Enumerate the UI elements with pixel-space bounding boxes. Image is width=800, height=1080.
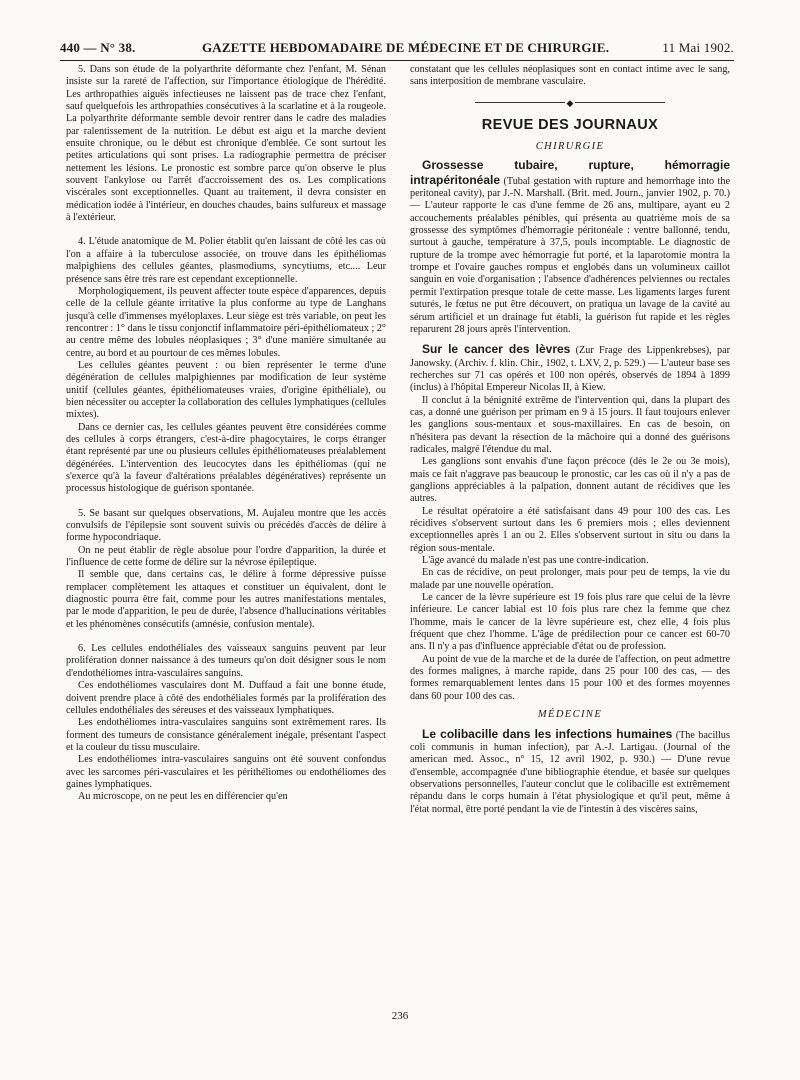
paragraph-endotheliomes-2: Ces endothéliomes vasculaires dont M. Duffaud a fait une bonne étude, doivent prendre place à côté des endothéliales formés par la prolifération des cellules endothéliales des séreuses et des vaisseaux lymphatiques. [66,680,386,716]
paragraph-polier-1: 4. L'étude anatomique de M. Polier établit qu'en laissant de côté les cas où l'on a affaire à la tuberculose associée, on trouve dans les épithéliomas malpighiens des cellules géantes, plasmodiums, syncytiums, etc.... Leur présence sans être très rare est cependant exceptionnelle. [66,236,386,285]
right-column [410,64,730,816]
paragraph-continuation: constatant que les cellules néoplasiques sont en contact intime avec le sang, sans interposition de membrane vasculaire. [410,64,730,88]
journal-title: GAZETTE HEBDOMADAIRE DE MÉDECINE ET DE CHIRURGIE. [202,40,610,55]
article-body-colibacille: (The bacillus coli communis in human infection), par A.-J. Lartigau. (Journal of the american med. Assoc., n° 15, 12 avril 1902, p. 930.) — D'une revue d'ensemble, accompagnée d'une bibliographie étendue, et basée sur quelques observations personnelles, l'auteur conclut que le colibacille est extrêmement répandu dans le corps humain à l'état physiologique et qu'il peut, même à l'état normal, être porté pendant la vie de l'intestin à des viscères sains, [410,729,730,815]
paragraph-endotheliomes-1: 6. Les cellules endothéliales des vaisseaux sanguins peuvent par leur prolifération donner naissance à des tumeurs qu'on doit désigner sous le nom d'endothéliomes intra-vasculaires sanguins. [66,643,386,679]
article-cancer-levres [410,343,730,394]
paragraph-aujaleu-2: On ne peut établir de règle absolue pour l'ordre d'apparition, la durée et l'influence de cette forme de délire sur la névrose épileptique. [66,544,386,569]
subsection-medecine: MÉDECINE [537,709,603,721]
article-body-grossesse: (Tubal gestation with rupture and hemorrhage into the peritoneal cavity), par J.-N. Marshall. (Brit. med. Journ., janvier 1902, p. 70.) — L'auteur rapporte le cas d'une femme de 26 ans, multipare, ayant eu 2 accouchements préalables pénibles, qui présenta au quatrième mois de sa grossesse des symptômes d'hémorragie péritonéale : ventre ballonné, tendu, surtout à gauche, température à 37,5, pouls incomptable. Le diagnostic de rupture de la trompe avec hémorragie fut porté, et la laparotomie montra la trompe et l'ovaire gauches rompus et englobés dans un volumineux caillot sanguin en voie d'organisation ; l'absence d'adhérences pelviennes ou rectales permit l'extirpation presque totale de cette masse. Les ligaments larges furent suturés, le fœtus ne put être découvert, on pratiqua un lavage de la cavité au sérum artificiel et un drainage fut établi, la guérison fut rapide et les règles reparurent 28 jours après l'intervention. [410,175,730,335]
paragraph-cancer-6: En cas de récidive, on peut prolonger, mais pour peu de temps, la vie du malade par une nouvelle opération. [410,567,730,591]
article-body-cancer: (Zur Frage des Lippenkrebses), par Janowsky. (Archiv. f. klin. Chir., 1902, t. LXV, 2, p. 529.) — L'auteur base ses recherches sur 71 cas opérés et 100 non opérés, observés de 1894 à 1899 (inclus) à l'hôpital Empereur Nicolas II, à Kiew. [410,345,730,394]
paragraph-aujaleu-1: 5. Se basant sur quelques observations, M. Aujaleu montre que les accès convulsifs de l'épilepsie sont souvent suivis ou précédés d'accès de délire à forme hypocondriaque. [66,507,386,544]
page-footer-number: 236 [391,1010,409,1022]
paragraph-endotheliomes-3: Les endothéliomes intra-vasculaires sanguins sont extrêmement rares. Ils forment des tumeurs de consistance généralement inégale, présentant l'aspect et la couleur du tissu musculaire. [66,717,386,753]
paragraph-polier-4: Dans ce dernier cas, les cellules géantes peuvent être considérées comme des cellules à corps étrangers, c'est-à-dire phagocytaires, le corps étranger étant représenté par une ou plusieurs cellules épithéliomateuses préalablement dégénérées. L'intervention des leucocytes dans les épithéliomas (qui ne s'exerce qu'à la faveur d'altérations préalables dégénératives) représente un processus histologique de guérison spontanée. [66,421,386,495]
paragraph-aujaleu-3: Il semble que, dans certains cas, le délire à forme dépressive puisse remplacer complètement les attaques et constituer un équivalent, dont le diagnostic pourra être fait, comme pour les autres manifestations mentales, par le mode d'apparition, le peu de durée, l'absence d'hallucinations véritables et les phénomènes consécutifs (amnésie, confusion mentale). [66,569,386,630]
paragraph-cancer-5: L'âge avancé du malade n'est pas une contre-indication. [422,555,649,567]
paragraph-cancer-8: Au point de vue de la marche et de la durée de l'affection, on peut admettre des formes malignes, à marche rapide, dans 25 pour 100 des cas, — des formes remarquablement lentes dans 15 pour 100 et des formes moyennes dans 60 pour 100 des cas. [410,653,730,702]
article-grossesse-tubaire [410,159,730,336]
paragraph-polyarthrite: 5. Dans son étude de la polyarthrite déformante chez l'enfant, M. Sénan insiste sur la rareté de l'affection, sur l'importance étiologique de l'hérédité. Les arthropathies aiguës infectieuses ne laissent pas de trace chez l'enfant, sauf quelquefois les arthropathies consécutives à la scarlatine et à la rougeole. La polyarthrite déformante semble devoir rentrer dans le cadre des maladies par ralentissement de la nutrition. Le début est aigu et la marche devient ensuite chronique, ou le début est chronique d'emblée. Ce sont surtout les petites articulations qui sont prises. La radiographie permettra de préciser nettement les lésions. Le pronostic est sombre parce qu'on observe le plus souvent l'ankylose ou l'arrêt d'accroissement des os. Les complications viscérales sont exceptionnelles. Quant au traitement, il devra consister en médication iodée à l'intérieur, en douches chaudes, bains sulfureux et massage à l'extérieur. [66,64,386,224]
paragraph-endotheliomes-5: Au microscope, on ne peut les en différencier qu'en [78,791,288,803]
paragraph-cancer-2: Il conclut à la bénignité extrême de l'intervention qui, dans la plupart des cas, a donné une guérison per primam en 9 à 15 jours. Il faut toujours enlever les ganglions sous-mentaux et sous-maxillaires. En cas de besoin, on n'hésitera pas devant la résection de la mâchoire qui a donné des guérisons radicales, malgré l'étendue du mal. [410,394,730,455]
paragraph-cancer-7: Le cancer de la lèvre supérieure est 19 fois plus rare que celui de la lèvre inférieure. Le cancer labial est 10 fois plus rare chez la femme que chez l'homme, mais le cancer de la lèvre supérieure est, chez elle, 4 fois plus fréquent que chez l'homme. L'âge de prédilection pour ce cancer est 60-70 ans. Il n'y a pas d'influence appréciable d'état ou de profession. [410,592,730,653]
subsection-chirurgie: CHIRURGIE [535,141,605,153]
paragraph-cancer-3: Les ganglions sont envahis d'une façon précoce (dès le 2e ou 3e mois), mais ce fait n'aggrave pas beaucoup le pronostic, car les cas où il n'y a pas de ganglions appréciables à la palpation, donnent autant de récidives que les autres. [410,456,730,505]
article-title-colibacille: Le colibacille dans les infections humaines [422,726,673,741]
paragraph-cancer-4: Le résultat opératoire a été satisfaisant dans 49 pour 100 des cas. Les récidives s'observent surtout dans les 6 premiers mois ; elles deviennent exceptionnelles après 1 an ou 2. Elles s'observent surtout in situ ou dans la région sous-mentale. [410,505,730,554]
paragraph-polier-3: Les cellules géantes peuvent : ou bien représenter le terme d'une dégénération de cellules malpighiennes par modification de leur système unitif (cellules géantes, épithéliomateuses vraies, d'origine épithéliale), ou bien nécessiter ou accepter la collaboration des cellules lymphatiques (cellules mixtes). [66,359,386,421]
paragraph-endotheliomes-4: Les endothéliomes intra-vasculaires sanguins ont été souvent confondus avec les sarcomes péri-vasculaires et les périthéliomes ou endothéliomes des gaines lymphatiques. [66,754,386,790]
diamond-ornament-icon: ◆ [566,97,574,108]
page-number-header: 440 — N° 38. [60,40,136,55]
section-title-revue: REVUE DES JOURNAUX [481,116,659,133]
left-column [66,64,386,804]
running-header [60,40,734,61]
section-divider-ornament [410,97,730,111]
issue-date: 11 Mai 1902. [662,40,734,55]
article-title-grossesse: Grossesse tubaire, rupture, hémorragie intrapéritonéale [410,158,730,187]
paragraph-polier-2: Morphologiquement, ils peuvent affecter toute espèce d'apparences, depuis celle de la cellule géante irritative la plus conforme au type de Langhans jusqu'à celle d'immenses myéloplaxes. Leur siège est très variable, on peut les rencontrer : 1° dans le tissu conjonctif inflammatoire péri-épithéliomateux ; 2° au centre même des lobules néoplasiques ; 3° d'une manière simultanée au centre, au bord et au pourtour de ces mêmes lobules. [66,285,386,359]
article-title-cancer: Sur le cancer des lèvres [422,342,571,357]
article-colibacille [410,728,730,816]
